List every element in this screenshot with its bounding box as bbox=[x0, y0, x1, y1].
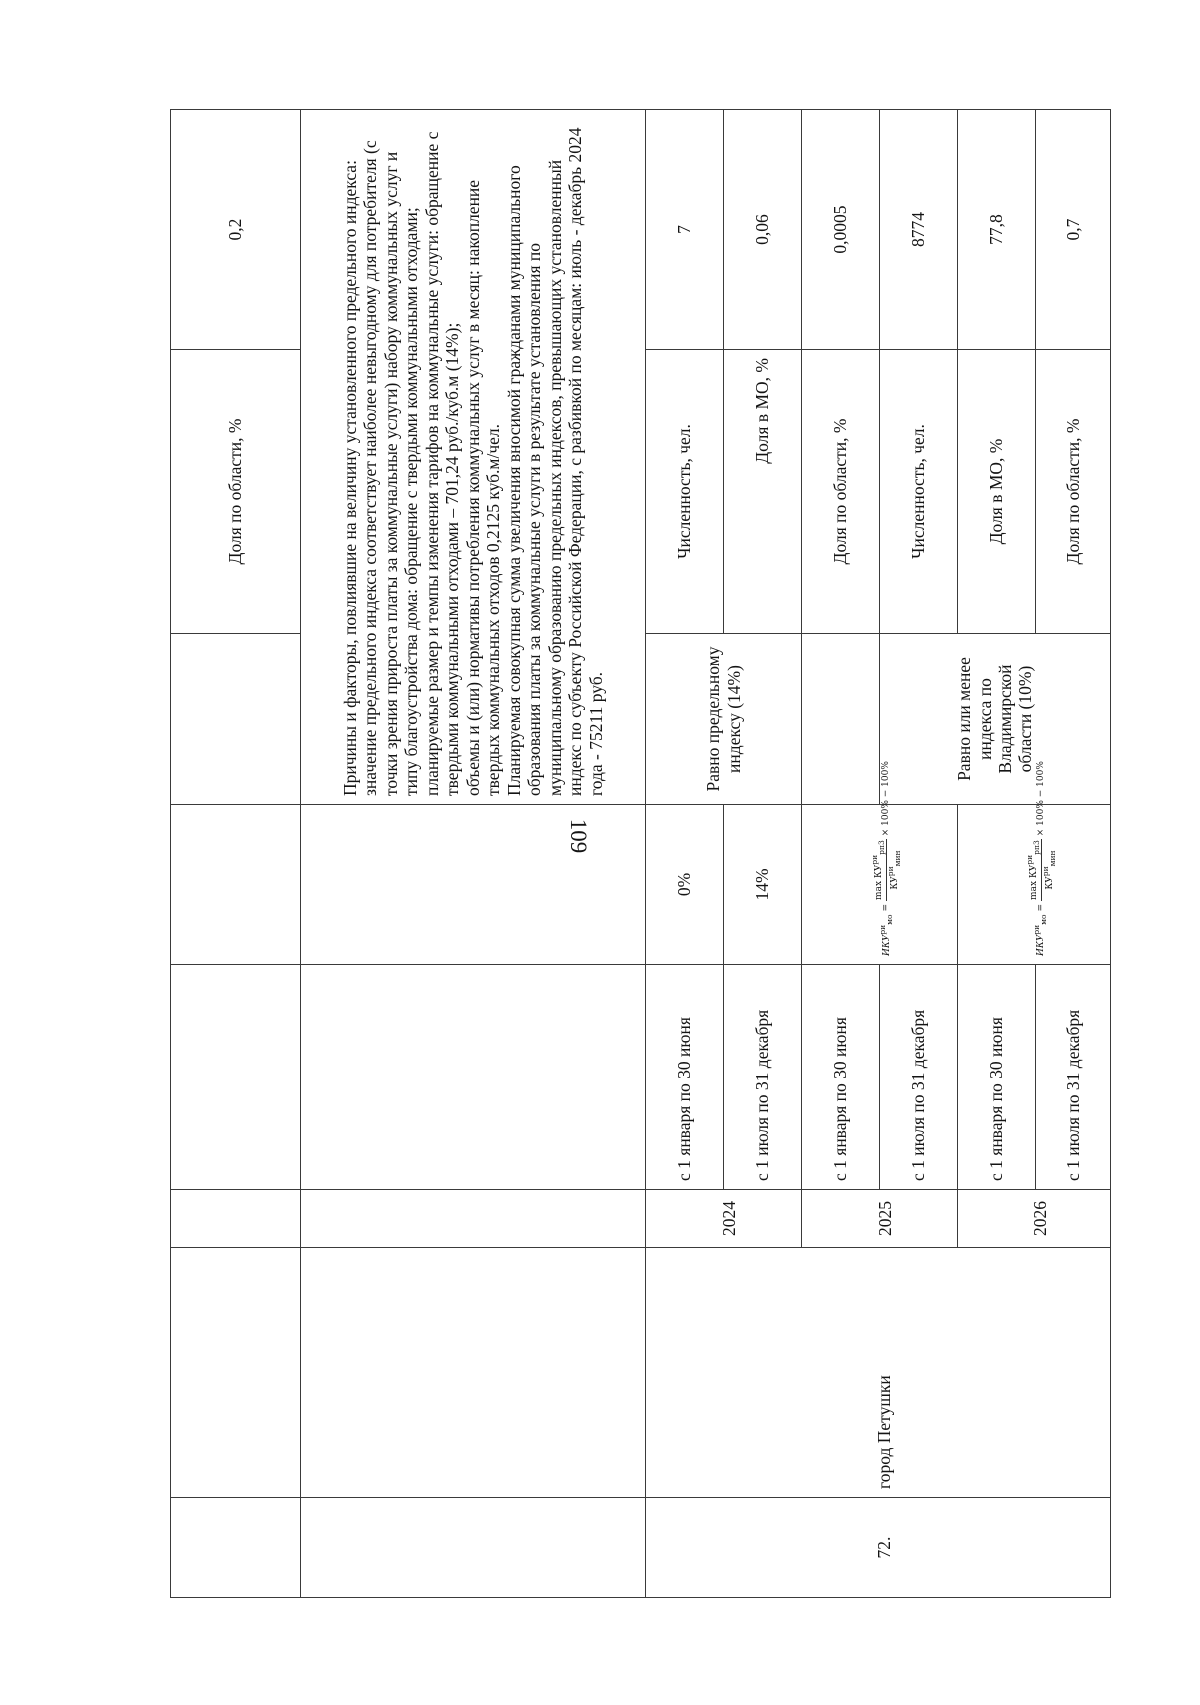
header-share-region-label: Доля по области, % bbox=[171, 350, 301, 634]
period-2026-first-half: с 1 января по 30 июня bbox=[958, 965, 1036, 1190]
group2-row1-label: Численность, чел. bbox=[880, 350, 958, 634]
description-paragraph: планируемые размер и темпы изменения тарифов на коммунальные услуги: обращение с твердыми коммунальными отходами – 701,24 руб./куб.м (14%); bbox=[421, 131, 463, 796]
description-text bbox=[301, 110, 646, 805]
index-2024-second-half: 14% bbox=[724, 805, 802, 965]
header-share-region-value: 0,2 bbox=[171, 110, 301, 350]
period-2025-second-half: с 1 июля по 31 декабря bbox=[880, 965, 958, 1190]
group2-row3-label: Доля по области, % bbox=[1036, 350, 1111, 634]
group2-row1-value: 8774 bbox=[880, 110, 958, 350]
rotated-table-container bbox=[170, 110, 1110, 1598]
municipality-name: город Петушки bbox=[646, 1248, 1111, 1498]
description-paragraph: значение предельного индекса соответствует наиболее невыгодному для потребителя (с точки зрения прироста платы за коммунальные услуги) набору коммунальных услуг и типу благоустройства дома: обращение с твердыми коммунальными отходами; bbox=[360, 140, 422, 796]
group2-row3-value: 0,7 bbox=[1036, 110, 1111, 350]
description-paragraph: Планируемая совокупная сумма увеличения вносимой гражданами муниципального образования платы за коммунальные услуги в результате установления по муниципальному образованию предельных индексов, превышающих установленный индекс по субъекту Российской Федерации, с разбивкой по месяцам: июль - декабрь 2024 года - 75211 руб. bbox=[503, 127, 606, 796]
description-paragraph: Причины и факторы, повлиявшие на величину установленного предельного индекса: bbox=[339, 160, 360, 796]
period-2025-first-half: с 1 января по 30 июня bbox=[802, 965, 880, 1190]
index-2024-first-half: 0% bbox=[646, 805, 724, 965]
group1-row2-value: 0,06 bbox=[724, 110, 802, 350]
formula-2025 bbox=[802, 761, 958, 965]
index-formula: $ИКУ^{ри}_{мо}$ = $\max КУ^{ри}_{рп3}$ $КУ^{ри}_{мин}$ × 100% − 100% bbox=[1024, 761, 1057, 956]
table-row-header bbox=[171, 110, 301, 1598]
table-row-description bbox=[301, 110, 646, 1598]
group1-row3-value: 0,0005 bbox=[802, 110, 880, 350]
group1-row2-label: Доля в МО, % bbox=[724, 350, 802, 634]
index-formula: $ИКУ^{ри}_{мо}$ = $\max КУ^{ри}_{рп3}$ $КУ^{ри}_{мин}$ × 100% − 100% bbox=[870, 761, 902, 956]
row-number: 72. bbox=[646, 1498, 1111, 1598]
group-label-le-region: Равно или менее индекса по Владимирской области (10%) bbox=[880, 634, 1111, 805]
group1-row3-label: Доля по области, % bbox=[802, 350, 880, 634]
tariff-index-table bbox=[170, 109, 1111, 1598]
group1-row1-value: 7 bbox=[646, 110, 724, 350]
table-row bbox=[646, 110, 724, 1598]
period-2024-second-half: с 1 июля по 31 декабря bbox=[724, 965, 802, 1190]
year-2024: 2024 bbox=[646, 1190, 802, 1248]
page-number: 109 bbox=[566, 818, 591, 854]
formula-2026 bbox=[958, 761, 1111, 965]
period-2026-second-half: с 1 июля по 31 декабря bbox=[1036, 965, 1111, 1190]
period-2024-first-half: с 1 января по 30 июня bbox=[646, 965, 724, 1190]
group1-row1-label: Численность, чел. bbox=[646, 350, 724, 634]
group2-row2-value: 77,8 bbox=[958, 110, 1036, 350]
year-2026: 2026 bbox=[958, 1190, 1111, 1248]
group2-row2-label: Доля в МО, % bbox=[958, 350, 1036, 634]
group-label-equal-limit: Равно предельному индексу (14%) bbox=[646, 634, 802, 805]
year-2025: 2025 bbox=[802, 1190, 958, 1248]
description-paragraph: объемы и (или) нормативы потребления коммунальных услуг в месяц: накопление твердых коммунальных отходов 0,2125 куб.м/чел. bbox=[462, 179, 504, 796]
